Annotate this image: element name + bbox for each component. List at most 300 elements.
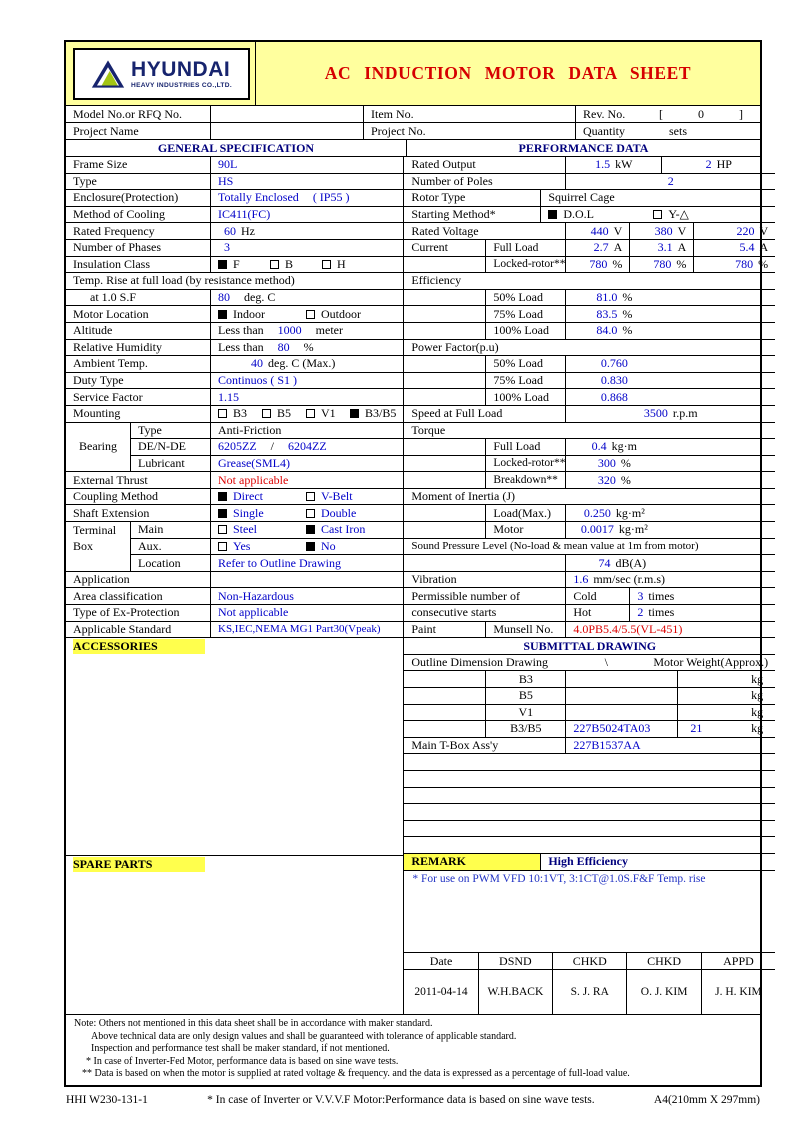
sig-chkd1: S. J. RA [553,970,627,1014]
starts-hot-row [404,605,775,622]
logo-subtitle: HEAVY INDUSTRIES CO.,LTD. [131,81,232,89]
checkbox-b3b5-icon [350,409,359,418]
torque-fl-value-cell [566,439,662,455]
voltage-col-3 [694,223,775,239]
vibration-unit: mm/sec (r.m.s) [593,572,665,587]
note-line: ** Data is based on when the motor is supplied at rated voltage & frequency. and the data is expressed as a percentage of full-load value. [82,1068,630,1080]
signature-values-row [404,970,775,1014]
frequency-value-cell [211,223,403,239]
humidity-unit: % [303,339,314,354]
mounting-option [350,406,396,421]
spacer [662,373,775,389]
thrust-value: Not applicable [218,472,289,487]
general-spec-column [66,157,404,1014]
logo-cell [66,42,256,105]
starts-value: 2 [637,605,644,620]
drawing-b5-weight-cell [678,688,775,704]
frequency-row [66,223,403,240]
spare-parts-title: SPARE PARTS [73,857,205,872]
sig-date: 2011-04-14 [404,970,478,1014]
rev-no-label: Rev. No. [583,106,626,121]
current-value: 2.7 [593,240,609,255]
terminal-box-group [66,522,403,572]
voltage-value: 380 [654,223,673,238]
current-unit: % [676,256,687,271]
sig-header-dsnd: DSND [479,953,553,969]
starts-unit: times [648,588,675,603]
option-label: Cast Iron [321,522,366,537]
altitude-label: Altitude [66,323,211,339]
quantity-label: Quantity [583,123,625,138]
drawing-b5-row [404,688,775,705]
shaft-options [211,505,403,521]
checkbox-b-icon [270,260,279,269]
poles-row [404,174,775,191]
enclosure-label: Enclosure(Protection) [66,190,211,206]
humidity-prefix: Less than [218,339,264,354]
terminal-main-row [131,522,403,539]
spacer [404,389,486,405]
sig-dsnd: W.H.BACK [479,970,553,1014]
current-value: 780 [589,256,608,271]
voltage-unit: V [759,223,769,238]
weight-unit: kg [751,704,764,719]
spare-parts-section [66,855,403,1014]
inertia-motor-value-cell [566,522,662,538]
terminal-aux-option [306,539,336,554]
section-title-row [66,140,760,157]
spacer [404,356,486,372]
sheet-frame [64,40,769,1087]
starting-option [653,207,689,222]
spacer [404,522,486,538]
performance-data-title: PERFORMANCE DATA [518,140,649,155]
torque-label: Torque [411,422,446,437]
efficiency-value: 83.5 [596,306,618,321]
altitude-prefix: Less than [218,323,264,338]
checkbox-f-icon [218,260,227,269]
altitude-value: 1000 [277,323,302,338]
option-label: H [337,256,346,271]
rated-voltage-label: Rated Voltage [404,223,566,239]
starts-hot-label: Hot [566,605,630,621]
duty-value: Continuos ( S1 ) [218,373,298,388]
ambient-unit: deg. C (Max.) [268,356,336,371]
rated-voltage-row [404,223,775,240]
tbox-assy-row [404,738,775,755]
torque-unit: % [620,472,631,487]
motor-data-sheet [64,40,769,1106]
bearing-de-value-cell [211,439,403,455]
cooling-row [66,207,403,224]
quantity-cell [576,123,760,139]
weight-unit: kg [751,671,764,686]
mounting-options [211,406,403,422]
checkbox-b5-icon [262,409,271,418]
power-factor-header-row [404,340,775,357]
frequency-unit: Hz [241,223,255,238]
terminal-main-label: Main [131,522,211,538]
vibration-value: 1.6 [573,572,589,587]
rated-output-row [404,157,775,174]
checkbox-double-icon [306,509,315,518]
spacer [404,821,775,837]
bearing-de-separator: / [270,439,275,454]
efficiency-50-value-cell [566,290,662,306]
torque-bd-label: Breakdown** [486,472,566,488]
rated-output-kw-unit: kW [615,157,633,172]
spacer [404,456,486,472]
drawing-b3-row [404,671,775,688]
inertia-unit: kg·m² [618,522,648,537]
inertia-value: 0.0017 [580,522,614,537]
efficiency-50-row [404,290,775,307]
coupling-option [218,489,306,504]
altitude-value-cell [211,323,403,339]
spacer [404,771,775,787]
spacer [404,555,566,571]
speed-value: 3500 [643,406,668,421]
notes-section [66,1014,760,1085]
checkbox-steel-icon [218,525,227,534]
spacer [404,505,486,521]
insulation-options [211,257,403,273]
rotor-type-row [404,190,775,207]
option-label: Single [233,505,264,520]
model-no-value [211,106,364,122]
tbox-assy-label: Main T-Box Ass'y [404,738,566,754]
bearing-rows [131,423,403,473]
efficiency-50-label: 50% Load [486,290,566,306]
sheet-header [66,42,760,106]
terminal-main-option [218,522,306,537]
inertia-label: Moment of Inertia (J) [411,489,515,504]
torque-locked-rotor-row [404,456,775,473]
footer-doc-number: HHI W230-131-1 [66,1093,148,1106]
terminal-main-options [211,522,403,538]
drawing-b5-label: B5 [486,688,566,704]
type-value: HS [218,173,234,188]
location-option [306,307,361,322]
drawing-b3b5-value: 227B5024TA03 [566,721,678,737]
checkbox-direct-icon [218,492,227,501]
current-fl-sublabel: Full Load [486,240,566,256]
pf-50-label: 50% Load [486,356,566,372]
current-unit: % [758,256,769,271]
empty-row [404,771,775,788]
humidity-label: Relative Humidity [66,340,211,356]
empty-row [404,821,775,838]
efficiency-100-value-cell [566,323,662,339]
pf-50-row [404,356,775,373]
option-label: No [321,538,336,553]
bearing-lubricant-label: Lubricant [131,456,211,472]
checkbox-h-icon [322,260,331,269]
speed-value-cell [566,406,775,422]
current-value: 780 [735,256,754,271]
efficiency-value: 84.0 [596,323,618,338]
voltage-value: 220 [736,223,755,238]
option-label: Y-△ [668,207,689,222]
info-row-2 [66,123,760,140]
bearing-lubricant-row [131,456,403,473]
vibration-label: Vibration [404,572,566,588]
accessories-title-row [66,638,403,655]
checkbox-v1-icon [306,409,315,418]
pf-75-value: 0.830 [600,373,628,388]
area-class-value: Non-Hazardous [218,588,294,603]
remark-row [404,854,775,871]
rated-output-hp-unit: HP [716,157,732,172]
spacer [404,323,486,339]
project-name-value [211,123,364,139]
outline-divider: \ [604,655,609,670]
coupling-row [66,489,403,506]
terminal-aux-option [218,539,306,554]
efficiency-value: 81.0 [596,290,618,305]
voltage-col-1 [566,223,630,239]
humidity-row [66,340,403,357]
phases-label: Number of Phases [66,240,211,256]
motor-location-options [211,306,403,322]
efficiency-75-label: 75% Load [486,306,566,322]
current-lr-col-2 [630,257,694,273]
option-label: Outdoor [321,306,361,321]
spl-value-row [404,555,775,572]
efficiency-100-row [404,323,775,340]
current-unit: A [613,240,623,255]
standard-label: Applicable Standard [66,622,211,638]
pf-100-label: 100% Load [486,389,566,405]
option-label: D.O.L [563,207,595,222]
starts-cold-value-cell [630,588,775,604]
sheet-body [66,157,769,1014]
terminal-aux-options [211,539,403,555]
spl-unit: dB(A) [615,555,647,570]
current-value: 3.1 [657,240,673,255]
note-line: Above technical data are only design values and shall be guaranteed with tolerance of applicable standard. [91,1030,517,1042]
inertia-load-value-cell [566,505,662,521]
inertia-load-row [404,505,775,522]
weight-unit: kg [751,688,764,703]
weight-value: 21 [690,721,703,736]
torque-value: 320 [597,472,616,487]
sheet-title: AC INDUCTION MOTOR DATA SHEET [324,63,692,83]
spacer [662,356,775,372]
starting-method-row [404,207,775,224]
spacer [404,754,775,770]
service-factor-label: Service Factor [66,389,211,405]
drawing-b3-label: B3 [486,671,566,687]
thrust-label: External Thrust [66,472,211,488]
bearing-group [66,423,403,473]
voltage-unit: V [613,223,623,238]
frequency-value: 60 [224,223,236,238]
terminal-box-label: Terminal Box [66,522,131,572]
temp-sf-value-cell [211,290,403,306]
rated-output-hp [662,157,775,173]
checkbox-vbelt-icon [306,492,315,501]
project-name-label: Project Name [66,123,211,139]
remark-body: * For use on PWM VFD 10:1VT, 3:1CT@1.0S.F&F Temp. rise [404,871,775,953]
spl-header-row [404,539,775,556]
enclosure-value: Totally Enclosed [218,190,299,205]
motor-location-label: Motor Location [66,306,211,322]
standard-row [66,622,403,639]
insulation-row [66,257,403,274]
rev-no-cell [576,106,760,122]
application-label: Application [66,572,211,588]
tbox-assy-value: 227B1537AA [573,738,641,753]
option-label: Indoor [233,306,265,321]
empty-row [404,837,775,854]
quantity-value: sets [669,123,687,138]
type-row [66,174,403,191]
terminal-aux-label: Aux. [131,539,211,555]
efficiency-header-row [404,273,775,290]
option-label: B3/B5 [365,406,397,421]
ex-protection-row [66,605,403,622]
enclosure-value-cell [211,190,403,206]
current-fl-col-2 [630,240,694,256]
option-label: B3 [233,406,248,421]
paint-munsell-value: 4.0PB5.4/5.5(VL-451) [573,621,683,636]
voltage-unit: V [677,223,687,238]
drawing-b5-value [566,688,678,704]
phases-value: 3 [224,240,230,255]
torque-lr-value-cell [566,456,662,472]
type-label: Type [66,174,211,190]
speed-label: Speed at Full Load [404,406,566,422]
sig-chkd2: O. J. KIM [627,970,701,1014]
drawing-b3b5-weight-cell [678,721,775,737]
sig-header-date: Date [404,953,478,969]
starts-value: 3 [637,588,644,603]
checkbox-outdoor-icon [306,310,315,319]
spacer [404,788,775,804]
spacer [404,721,486,737]
spare-parts-title-row [66,856,403,873]
shaft-row [66,505,403,522]
current-lr-spacer [404,257,486,273]
inertia-motor-row [404,522,775,539]
spacer [404,373,486,389]
cooling-label: Method of Cooling [66,207,211,223]
mounting-option [262,406,306,421]
current-lr-sublabel: Locked-rotor** [486,257,566,273]
weight-unit: kg [751,721,764,736]
current-fl-col-1 [566,240,630,256]
inertia-load-label: Load(Max.) [486,505,566,521]
standard-value: KS,IEC,NEMA MG1 Part30(Vpeak) [218,623,381,636]
efficiency-unit: % [622,306,633,321]
efficiency-unit: % [622,323,633,338]
frame-size-value: 90L [218,157,238,172]
spacer [404,804,775,820]
current-full-load-row [404,240,775,257]
duty-row [66,373,403,390]
bearing-de-row [131,439,403,456]
remark-headline: High Efficiency [548,854,629,869]
ex-protection-label: Type of Ex-Protection [66,605,211,621]
rated-output-kw [566,157,662,173]
spacer [404,837,775,853]
bearing-type-label: Type [131,423,211,439]
current-label: Current [404,240,486,256]
torque-value: 300 [597,455,616,470]
voltage-value: 440 [590,223,609,238]
shaft-option [218,506,306,521]
spacer [662,522,775,538]
frame-size-label: Frame Size [66,157,211,173]
current-value: 780 [653,256,672,271]
sig-appd: J. H. KIM [715,986,762,998]
sig-header-chkd1: CHKD [553,953,627,969]
ambient-row [66,356,403,373]
paint-row [404,622,775,639]
motor-weight-label: Motor Weight(Approx.) [653,655,769,670]
terminal-location-row [131,555,403,572]
service-factor-value: 1.15 [218,389,239,404]
efficiency-100-label: 100% Load [486,323,566,339]
option-label: F [233,256,240,271]
rev-no-value: 0 [698,106,704,121]
ex-protection-value: Not applicable [218,605,289,620]
pf-100-row [404,389,775,406]
current-locked-rotor-row [404,257,775,274]
torque-value: 0.4 [591,439,607,454]
insulation-option [270,257,322,272]
bearing-type-value: Anti-Friction [218,422,282,437]
phases-row [66,240,403,257]
enclosure-row [66,190,403,207]
accessories-section [66,638,403,855]
spacer [662,439,775,455]
logo-text [131,59,232,89]
drawing-v1-value [566,705,678,721]
shaft-option [306,506,356,521]
starts-cold-label: Cold [566,588,630,604]
mounting-label: Mounting [66,406,211,422]
bearing-lubricant-value: Grease(SML4) [218,455,290,470]
checkbox-indoor-icon [218,310,227,319]
terminal-aux-row [131,539,403,556]
spacer [662,290,775,306]
checkbox-no-icon [306,542,315,551]
drawing-b3-value [566,671,678,687]
speed-unit: r.p.m [672,406,698,421]
terminal-main-option [306,522,365,537]
option-label: V-Belt [321,489,353,504]
duty-label: Duty Type [66,373,211,389]
checkbox-single-icon [218,509,227,518]
ambient-value-cell [211,356,403,372]
torque-header-row [404,423,775,440]
empty-row [404,788,775,805]
mounting-option [218,406,262,421]
rev-bracket-open: [ [659,106,663,121]
vibration-row [404,572,775,589]
spacer [404,472,486,488]
spacer [662,323,775,339]
note-line: Note: Others not mentioned in this data sheet shall be in accordance with maker standard. [74,1018,433,1029]
bearing-label: Bearing [66,423,131,473]
drawing-b3-weight-cell [678,671,775,687]
thrust-row [66,472,403,489]
pf-50-value: 0.760 [600,356,628,371]
accessories-title: ACCESSORIES [73,639,205,654]
checkbox-yes-icon [218,542,227,551]
